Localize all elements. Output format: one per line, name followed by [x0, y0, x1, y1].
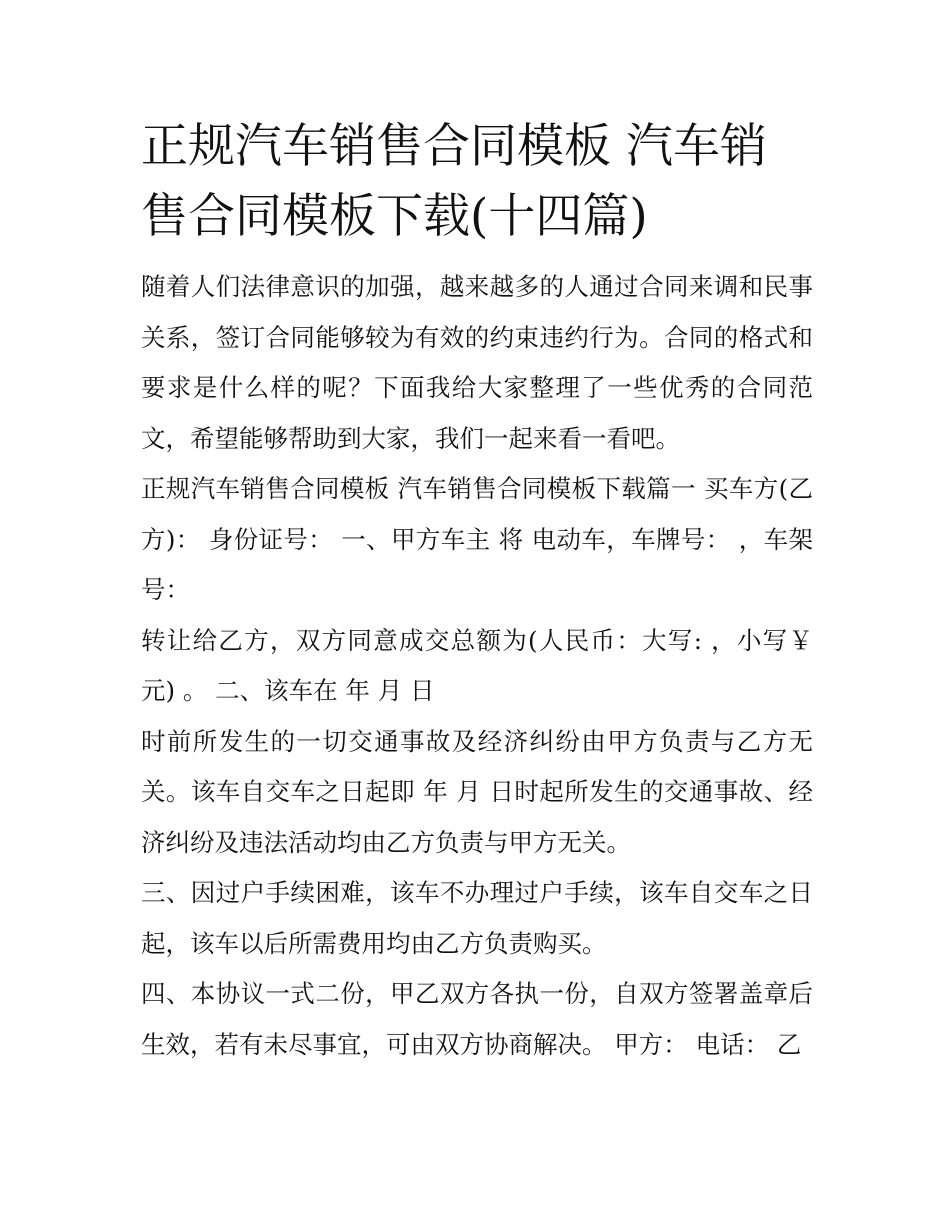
clause-four-paragraph: 四、本协议一式二份，甲乙双方各执一份，自双方签署盖章后生效，若有未尽事宜，可由双方协商解决。 甲方： 电话： 乙 — [141, 979, 813, 1059]
contract-parties-paragraph: 正规汽车销售合同模板 汽车销售合同模板下载篇一 买车方(乙方)： 身份证号： 一、甲方车主 将 电动车，车牌号： ，车架号： — [141, 474, 813, 604]
document-title: 正规汽车销售合同模板 汽车销售合同模板下载(十四篇) — [141, 119, 767, 244]
transfer-amount-paragraph: 转让给乙方，双方同意成交总额为(人民币：大写: ，小写￥ 元) 。 二、该车在 年 月 日 — [141, 625, 813, 705]
clause-three-paragraph: 三、因过户手续困难，该车不办理过户手续，该车自交车之日起，该车以后所需费用均由乙方负责购买。 — [141, 878, 813, 958]
liability-paragraph: 时前所发生的一切交通事故及经济纠纷由甲方负责与乙方无关。该车自交车之日起即 年 月 日时起所发生的交通事故、经济纠纷及违法活动均由乙方负责与甲方无关。 — [141, 726, 813, 857]
document-body — [141, 112, 813, 1070]
intro-paragraph: 随着人们法律意识的加强，越来越多的人通过合同来调和民事关系，签订合同能够较为有效的约束违约行为。合同的格式和要求是什么样的呢？下面我给大家整理了一些优秀的合同范文，希望能够帮助到大家，我们一起来看一看吧。 — [141, 272, 813, 453]
